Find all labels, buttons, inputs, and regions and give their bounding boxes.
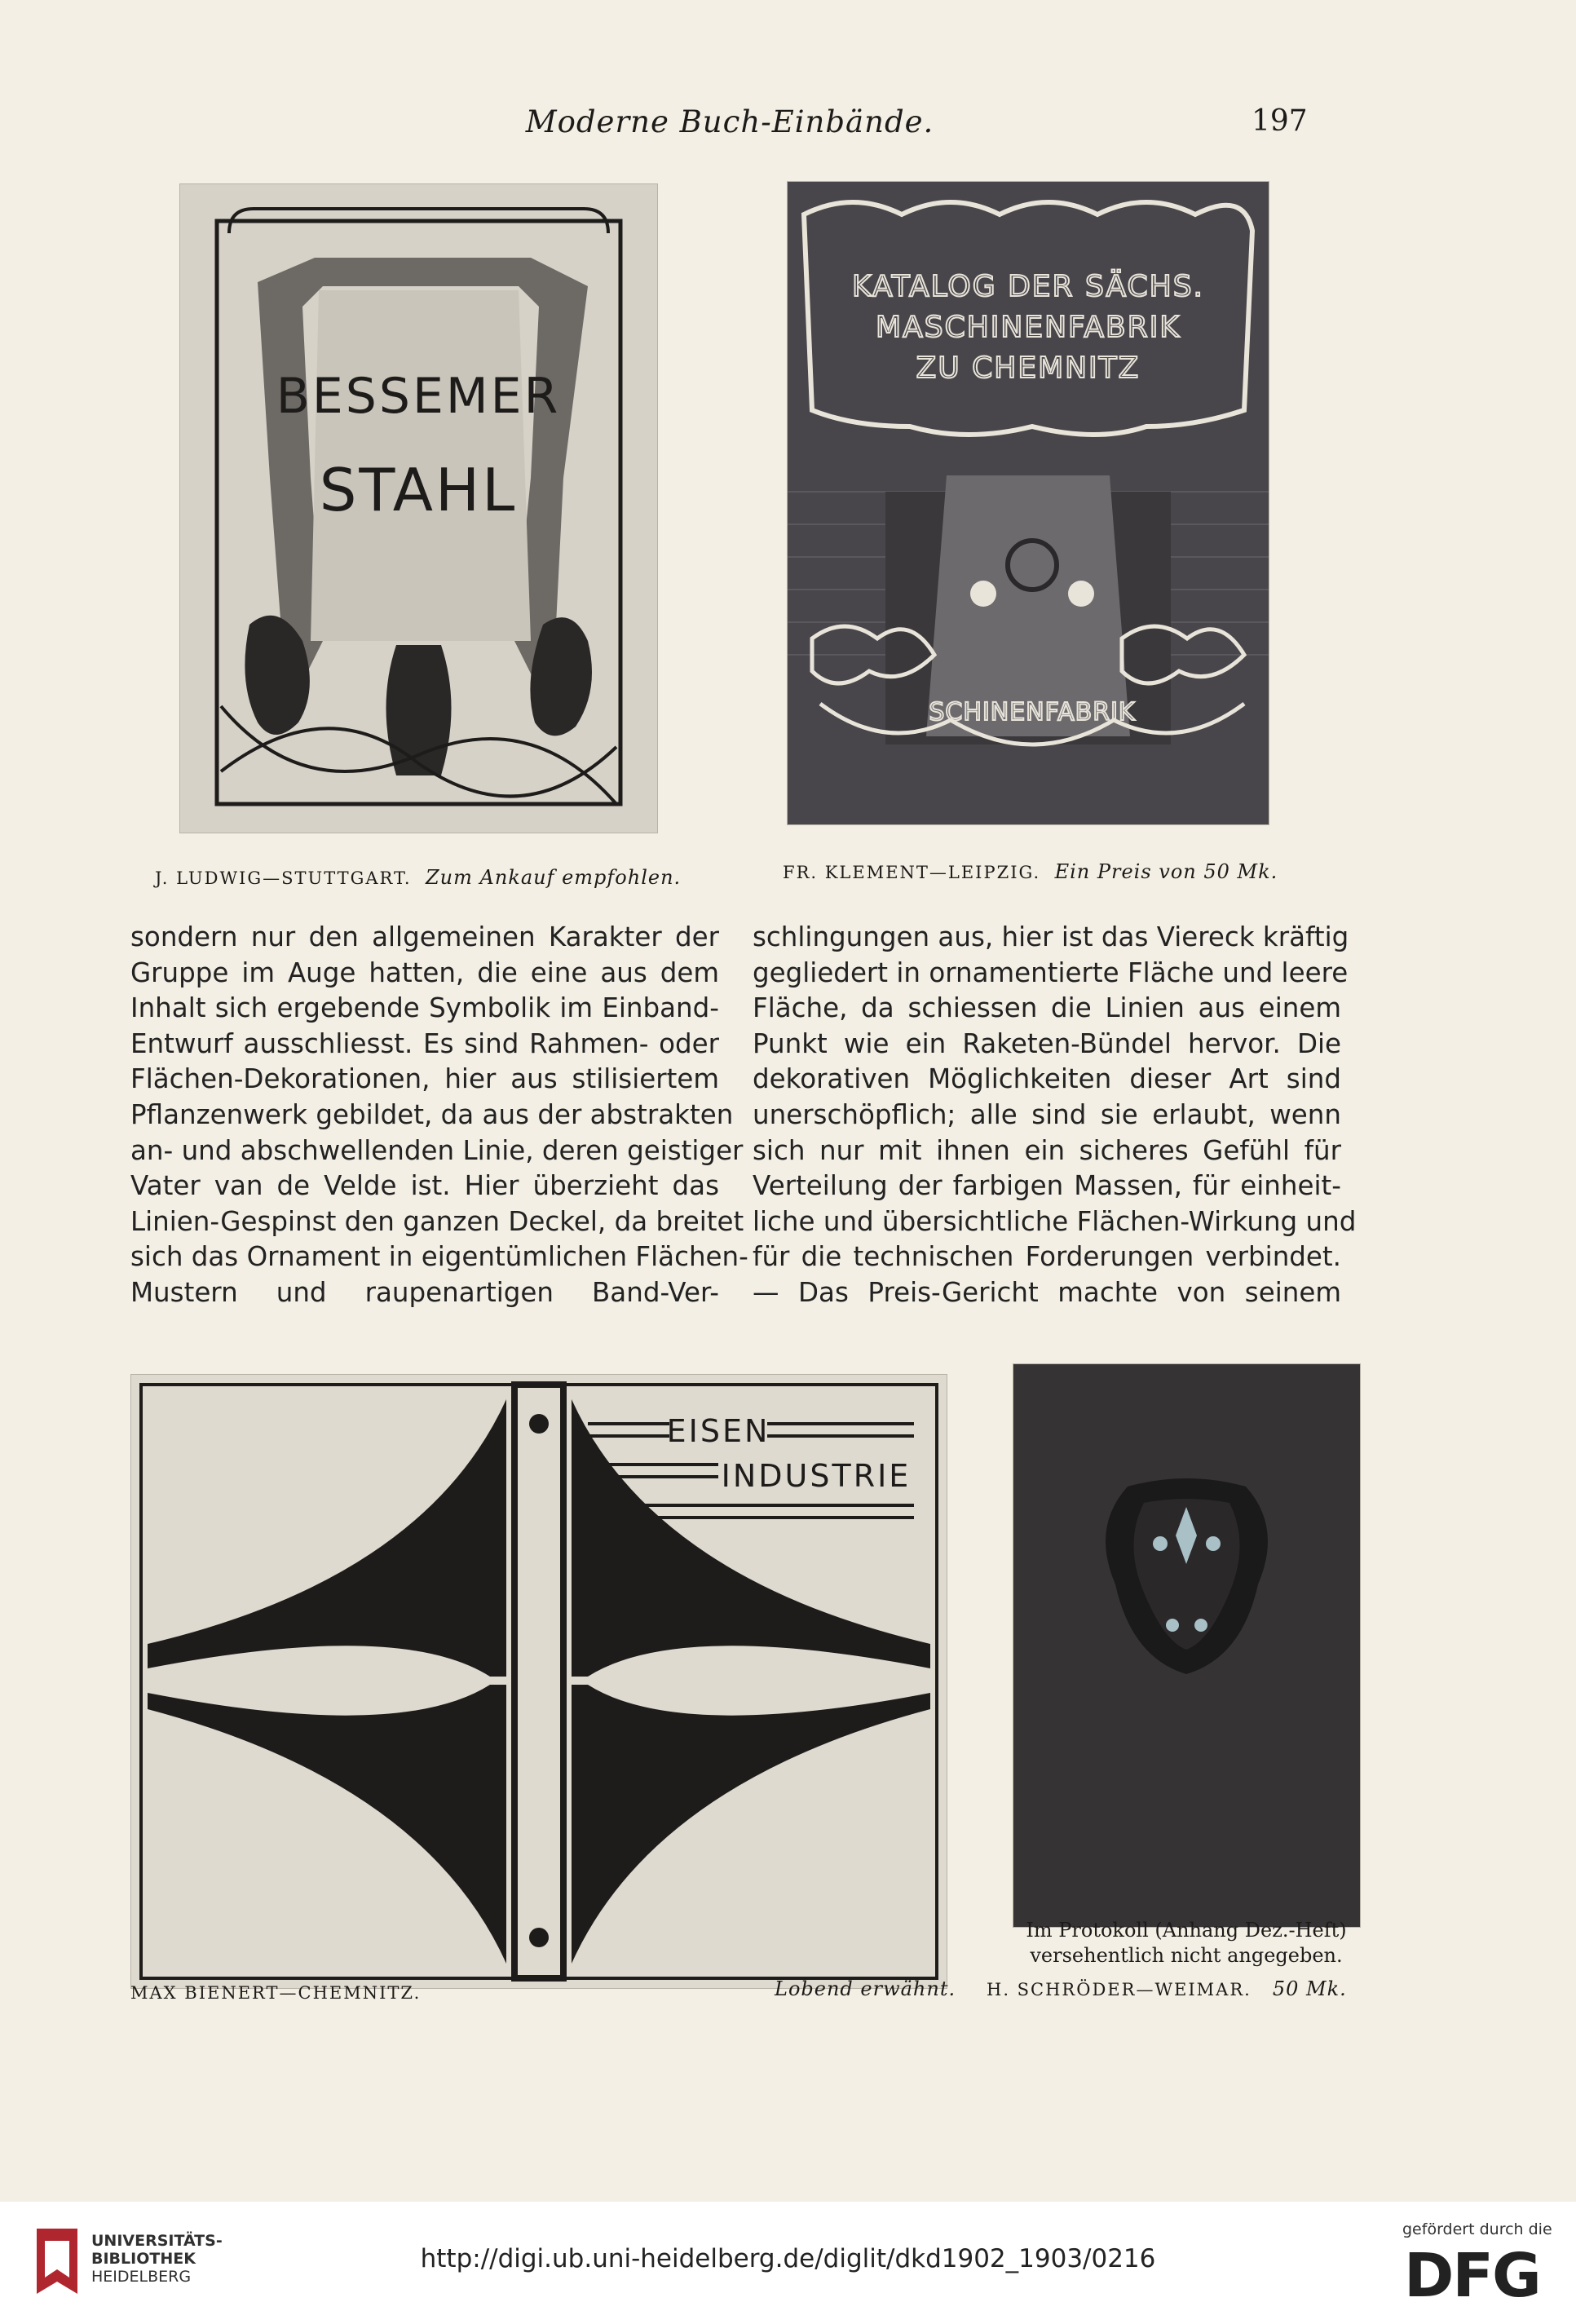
caption-bienert-note-text: Lobend erwähnt.: [775, 1977, 956, 2000]
text-line: Entwurf ausschliesst. Es sind Rahmen- oder: [130, 1027, 719, 1059]
text-line: sich nur mit ihnen ein sicheres Gefühl für: [753, 1134, 1341, 1166]
text-line: Pflanzenwerk gebildet, da aus der abstrakten: [130, 1098, 734, 1130]
schroeder-cover-illustration: [1013, 1364, 1360, 1927]
katalog-title-line3: ZU CHEMNITZ: [916, 351, 1141, 385]
text-line: Mustern und raupenartigen Band-Ver-: [130, 1276, 719, 1308]
caption-schroeder-note: 50 Mk.: [1272, 1977, 1347, 2000]
caption-ludwig-note: Zum Ankauf empfohlen.: [425, 866, 682, 889]
running-head: Moderne Buch-Einbände.: [525, 104, 934, 139]
katalog-title-line2: MASCHINENFABRIK: [876, 311, 1181, 344]
text-line: Inhalt sich ergebende Symbolik im Einband-: [130, 992, 719, 1024]
schroeder-remark-line1: Im Protokoll (Anhang Dez.-Heft): [1026, 1919, 1347, 1942]
caption-ludwig-name: J. LUDWIG—STUTTGART.: [155, 868, 412, 888]
text-line: Flächen-Dekorationen, hier aus stilisiertem: [130, 1063, 719, 1095]
source-url[interactable]: http://digi.ub.uni-heidelberg.de/diglit/dkd1902_1903/0216: [420, 2244, 1156, 2273]
bessemer-title-line1: BESSEMER: [276, 368, 561, 425]
caption-schroeder-name: H. SCHRÖDER—WEIMAR.: [987, 1980, 1252, 1999]
text-line: Gruppe im Auge hatten, die eine aus dem: [130, 957, 719, 988]
plate-bessemer-stahl: [179, 183, 658, 833]
schroeder-remark: [999, 1918, 1374, 1968]
eisen-cover-illustration: [131, 1375, 947, 1988]
plate-schroeder: [1013, 1363, 1361, 1928]
text-line: Vater van de Velde ist. Hier überzieht das: [130, 1170, 719, 1202]
text-line: sondern nur den allgemeinen Karakter der: [130, 921, 719, 952]
eisen-title-line2: INDUSTRIE: [721, 1458, 912, 1494]
page-number: 197: [1252, 104, 1308, 138]
library-name-line2: BIBLIOTHEK: [91, 2250, 196, 2268]
caption-ludwig: [155, 866, 681, 889]
plate-eisen-industrie: [130, 1374, 947, 1989]
katalog-cover-illustration: [788, 182, 1269, 824]
text-line: gegliedert in ornamentierte Fläche und leere: [753, 957, 1349, 988]
caption-klement: [783, 860, 1278, 883]
library-name-line1: UNIVERSITÄTS-: [91, 2232, 223, 2250]
text-line: Fläche, da schiessen die Linien aus einem: [753, 992, 1341, 1024]
text-line: Punkt wie ein Raketen-Bündel hervor. Die: [753, 1027, 1341, 1059]
text-line: an- und abschwellenden Linie, deren geistiger: [130, 1134, 744, 1166]
text-line: Verteilung der farbigen Massen, für einheit-: [753, 1170, 1341, 1202]
caption-klement-name: FR. KLEMENT—LEIPZIG.: [783, 863, 1041, 882]
text-column-left: [130, 920, 748, 1311]
caption-schroeder: [987, 1977, 1347, 2000]
funding-label: gefördert durch die: [1402, 2220, 1552, 2238]
text-line: sich das Ornament in eigentümlichen Flächen-: [130, 1241, 748, 1273]
eisen-title-line1: EISEN: [666, 1413, 770, 1449]
text-column-right: [753, 920, 1357, 1311]
library-name-line3: HEIDELBERG: [91, 2268, 192, 2286]
caption-klement-note: Ein Preis von 50 Mk.: [1054, 860, 1278, 883]
katalog-title-line1: KATALOG DER SÄCHS.: [851, 270, 1205, 303]
text-line: für die technischen Forderungen verbindet.: [753, 1241, 1341, 1273]
katalog-bottom-text: SCHINENFABRIK: [929, 698, 1136, 727]
text-line: liche und übersichtliche Flächen-Wirkung und: [753, 1205, 1357, 1237]
bessemer-title-line2: STAHL: [319, 456, 518, 524]
dfg-logo: DFG: [1404, 2241, 1540, 2311]
schroeder-remark-line2: versehentlich nicht angegeben.: [1030, 1944, 1343, 1967]
text-line: Linien-Gespinst den ganzen Deckel, da breitet: [130, 1205, 744, 1237]
caption-bienert-name: MAX BIENERT—CHEMNITZ.: [130, 1983, 422, 2003]
caption-bienert-note: [775, 1977, 956, 2000]
text-line: unerschöpflich; alle sind sie erlaubt, wenn: [753, 1098, 1341, 1130]
plate-katalog-maschinenfabrik: [787, 181, 1269, 825]
text-line: — Das Preis-Gericht machte von seinem: [753, 1276, 1341, 1308]
text-line: dekorativen Möglichkeiten dieser Art sind: [753, 1063, 1341, 1095]
bessemer-cover-illustration: [180, 184, 657, 833]
text-line: schlingungen aus, hier ist das Viereck kräftig: [753, 921, 1349, 952]
